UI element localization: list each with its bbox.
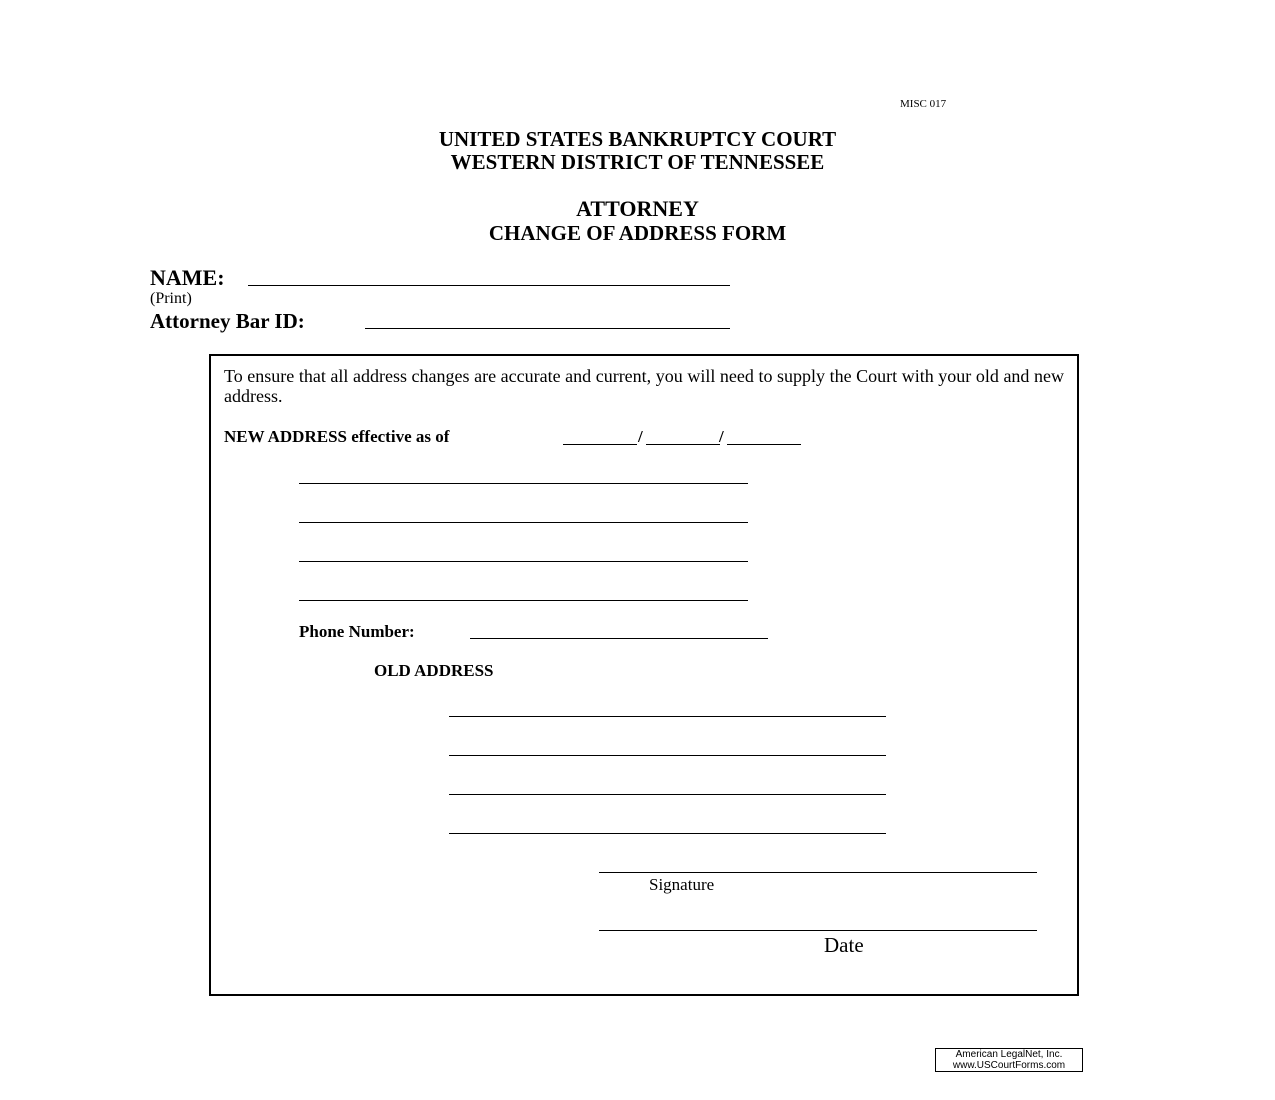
name-label: NAME: [150,265,225,290]
phone-field[interactable] [470,638,768,639]
date-label: Date [824,933,864,957]
court-title [0,128,1275,174]
old-address-line-1[interactable] [449,716,886,717]
bar-id-label: Attorney Bar ID: [150,309,305,333]
form-title-line2: CHANGE OF ADDRESS FORM [488,221,787,245]
date-separator: / [638,427,643,446]
old-address-label: OLD ADDRESS [374,661,494,680]
court-name-line2: WESTERN DISTRICT OF TENNESSEE [450,150,825,174]
publisher-url: www.USCourtForms.com [952,1060,1066,1071]
old-address-line-4[interactable] [449,833,886,834]
form-code: MISC 017 [900,98,947,110]
signature-field[interactable] [599,872,1037,873]
old-address-line-2[interactable] [449,755,886,756]
effective-month-field[interactable] [563,444,637,445]
signature-label: Signature [649,875,715,894]
old-address-line-3[interactable] [449,794,886,795]
publisher-name: American LegalNet, Inc. [955,1049,1063,1060]
name-field[interactable] [248,285,730,286]
new-address-label: NEW ADDRESS effective as of [224,427,450,446]
print-note: (Print) [150,290,192,307]
publisher-badge [935,1048,1083,1072]
new-address-line-4[interactable] [299,600,748,601]
court-name-line1: UNITED STATES BANKRUPTCY COURT [438,127,837,151]
new-address-line-2[interactable] [299,522,748,523]
phone-label: Phone Number: [299,622,415,641]
effective-day-field[interactable] [646,444,720,445]
form-title-line1: ATTORNEY [576,196,699,221]
instructions-text: To ensure that all address changes are accurate and current, you will need to supply the Court with your old and new address. [224,366,1064,406]
date-field[interactable] [599,930,1037,931]
new-address-line-3[interactable] [299,561,748,562]
bar-id-field[interactable] [365,328,730,329]
effective-year-field[interactable] [727,444,801,445]
new-address-line-1[interactable] [299,483,748,484]
address-box [209,354,1079,996]
date-separator: / [719,427,724,446]
form-title [0,197,1275,245]
